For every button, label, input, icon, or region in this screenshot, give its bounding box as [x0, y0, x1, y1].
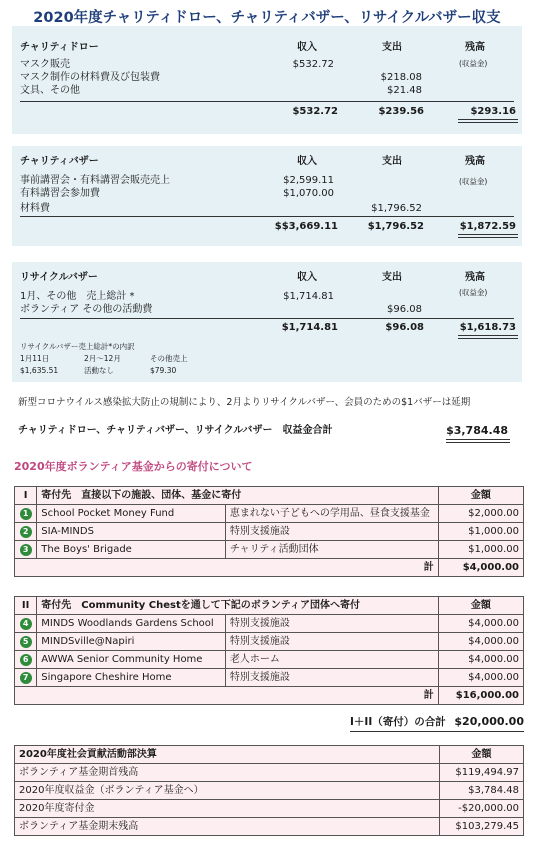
- row-label: 2020年度収益金（ボランティア基金へ）: [15, 782, 440, 800]
- table-row: [15, 764, 524, 782]
- amount: $119,494.97: [440, 764, 524, 782]
- table-row: [15, 669, 524, 687]
- table-header: 寄付先 直接以下の施設、団体、基金に寄付: [37, 487, 439, 505]
- combined-total-value: $20,000.00: [454, 715, 524, 728]
- profit-note: (収益金): [459, 59, 488, 68]
- total-expense: $239.56: [378, 106, 424, 117]
- number-badge: 5: [20, 636, 32, 648]
- row-label: 事前講習会・有料講習会販売売上: [20, 175, 170, 186]
- total-balance: $293.16: [470, 106, 516, 117]
- breakdown-title: リサイクルバザー売上総計*の内訳: [20, 342, 135, 351]
- donation-table-2: [14, 596, 524, 705]
- row-label: 有料講習会参加費: [20, 188, 100, 199]
- covid-notice: 新型コロナウイルス感染拡大防止の規制により、2月よりリサイクルバザー、会員のための$1バザーは延期: [18, 397, 471, 408]
- number-badge: 7: [20, 672, 32, 684]
- balance-header: 残高: [465, 156, 485, 167]
- page-title: 2020年度チャリティドロー、チャリティバザー、リサイクルバザー収支: [33, 10, 501, 26]
- row-income: $1,070.00: [283, 188, 334, 199]
- table-row: [15, 523, 524, 541]
- row-income: $2,599.11: [283, 175, 334, 186]
- double-underline: [458, 234, 518, 238]
- recipient-desc: 老人ホーム: [225, 651, 438, 669]
- row-income: $1,714.81: [283, 291, 334, 302]
- table-header: 寄付先 Community Chestを通して下記のボランティア団体へ寄付: [37, 597, 439, 615]
- table-row: [15, 818, 524, 836]
- table-row: [15, 541, 524, 559]
- section-heading: チャリティバザー: [20, 156, 99, 167]
- donation-table-1: [14, 486, 524, 577]
- breakdown-period: 1月11日: [20, 354, 50, 363]
- total-label: 計: [15, 559, 439, 577]
- table-header: 2020年度社会貢献活動部決算: [15, 746, 440, 764]
- total-amount: $16,000.00: [438, 687, 523, 705]
- row-label: マスク販売: [20, 59, 70, 70]
- recipient-desc: 特別支援施設: [225, 633, 438, 651]
- total-income: $1,714.81: [281, 322, 338, 333]
- underline: [350, 731, 524, 732]
- double-underline: [458, 335, 518, 339]
- total-balance: $1,618.73: [459, 322, 516, 333]
- table-row: [15, 800, 524, 818]
- expense-header: 支出: [382, 42, 402, 53]
- row-label: 材料費: [20, 203, 50, 214]
- roman-numeral: I: [15, 487, 37, 505]
- profit-note: (収益金): [459, 177, 488, 186]
- recipient-desc: 特別支援施設: [225, 615, 438, 633]
- income-header: 収入: [297, 272, 317, 283]
- number-badge: 3: [20, 544, 32, 556]
- amount: $4,000.00: [438, 669, 523, 687]
- breakdown-period: 2月～12月: [84, 354, 121, 363]
- donation-heading: 2020年度ボランティア基金からの寄付について: [14, 460, 253, 473]
- breakdown-value: 活動なし: [84, 366, 114, 375]
- combined-total-label: I＋II（寄付）の合計: [350, 716, 446, 728]
- amount: $4,000.00: [438, 651, 523, 669]
- section-heading: リサイクルバザー: [20, 272, 98, 283]
- table-row: [15, 651, 524, 669]
- row-label: ボランティア基金期末残高: [15, 818, 440, 836]
- expense-header: 支出: [382, 272, 402, 283]
- amount: -$20,000.00: [440, 800, 524, 818]
- row-income: $532.72: [292, 59, 334, 70]
- double-underline: [446, 439, 510, 443]
- row-label: ボランティア その他の活動費: [20, 304, 153, 315]
- income-header: 収入: [297, 156, 317, 167]
- grand-total-label: チャリティドロー、チャリティバザー、リサイクルバザー 収益金合計: [18, 425, 333, 436]
- annual-settlement-table: [14, 745, 524, 836]
- row-label: ボランティア基金期首残高: [15, 764, 440, 782]
- total-row: [15, 559, 524, 577]
- income-header: 収入: [297, 42, 317, 53]
- grand-total-value: $3,784.48: [446, 424, 508, 437]
- recipient-name: SIA-MINDS: [37, 523, 226, 541]
- number-badge: 2: [20, 526, 32, 538]
- row-label: 文具、その他: [20, 85, 80, 96]
- charity-draw-panel: [12, 26, 522, 134]
- recycle-bazaar-panel: [12, 262, 522, 382]
- row-expense: $218.08: [380, 72, 422, 83]
- charity-bazaar-panel: [12, 146, 522, 246]
- roman-numeral: II: [15, 597, 37, 615]
- amount: $2,000.00: [438, 505, 523, 523]
- table-row: [15, 633, 524, 651]
- row-label: 2020年度寄付金: [15, 800, 440, 818]
- double-underline: [458, 119, 518, 123]
- number-badge: 6: [20, 654, 32, 666]
- divider: [20, 101, 514, 102]
- row-label: マスク制作の材料費及び包装費: [20, 72, 160, 83]
- amount: $1,000.00: [438, 541, 523, 559]
- number-badge: 1: [20, 508, 32, 520]
- row-expense: $1,796.52: [371, 203, 422, 214]
- recipient-name: School Pocket Money Fund: [37, 505, 226, 523]
- recipient-desc: 恵まれない子どもへの学用品、昼食支援基金: [225, 505, 438, 523]
- recipient-desc: チャリティ活動団体: [225, 541, 438, 559]
- table-row: [15, 615, 524, 633]
- row-label: 1月、その他 売上総計 *: [20, 291, 135, 302]
- table-row: [15, 505, 524, 523]
- recipient-name: The Boys' Brigade: [37, 541, 226, 559]
- recipient-name: MINDS Woodlands Gardens School: [37, 615, 226, 633]
- recipient-name: MINDSville@Napiri: [37, 633, 226, 651]
- divider: [20, 216, 514, 217]
- divider: [20, 318, 514, 319]
- recipient-desc: 特別支援施設: [225, 669, 438, 687]
- section-heading: チャリティドロー: [20, 42, 99, 53]
- amount-header: 金額: [440, 746, 524, 764]
- amount: $1,000.00: [438, 523, 523, 541]
- balance-header: 残高: [465, 42, 485, 53]
- row-expense: $96.08: [387, 304, 422, 315]
- recipient-name: Singapore Cheshire Home: [37, 669, 226, 687]
- total-amount: $4,000.00: [438, 559, 523, 577]
- expense-header: 支出: [382, 156, 402, 167]
- balance-header: 残高: [465, 272, 485, 283]
- amount: $103,279.45: [440, 818, 524, 836]
- recipient-desc: 特別支援施設: [225, 523, 438, 541]
- total-row: [15, 687, 524, 705]
- amount: $4,000.00: [438, 615, 523, 633]
- amount-header: 金額: [438, 487, 523, 505]
- amount-header: 金額: [438, 597, 523, 615]
- table-row: [15, 782, 524, 800]
- total-expense: $96.08: [385, 322, 424, 333]
- total-balance: $1,872.59: [459, 221, 516, 232]
- amount: $3,784.48: [440, 782, 524, 800]
- row-expense: $21.48: [387, 85, 422, 96]
- amount: $4,000.00: [438, 633, 523, 651]
- profit-note: (収益金): [459, 288, 488, 297]
- total-income: $532.72: [292, 106, 338, 117]
- number-badge: 4: [20, 618, 32, 630]
- total-expense: $1,796.52: [367, 221, 424, 232]
- total-income: $$3,669.11: [274, 221, 338, 232]
- breakdown-value: $79.30: [150, 366, 177, 375]
- breakdown-period: その他売上: [150, 354, 188, 363]
- total-label: 計: [15, 687, 439, 705]
- recipient-name: AWWA Senior Community Home: [37, 651, 226, 669]
- breakdown-value: $1,635.51: [20, 366, 59, 375]
